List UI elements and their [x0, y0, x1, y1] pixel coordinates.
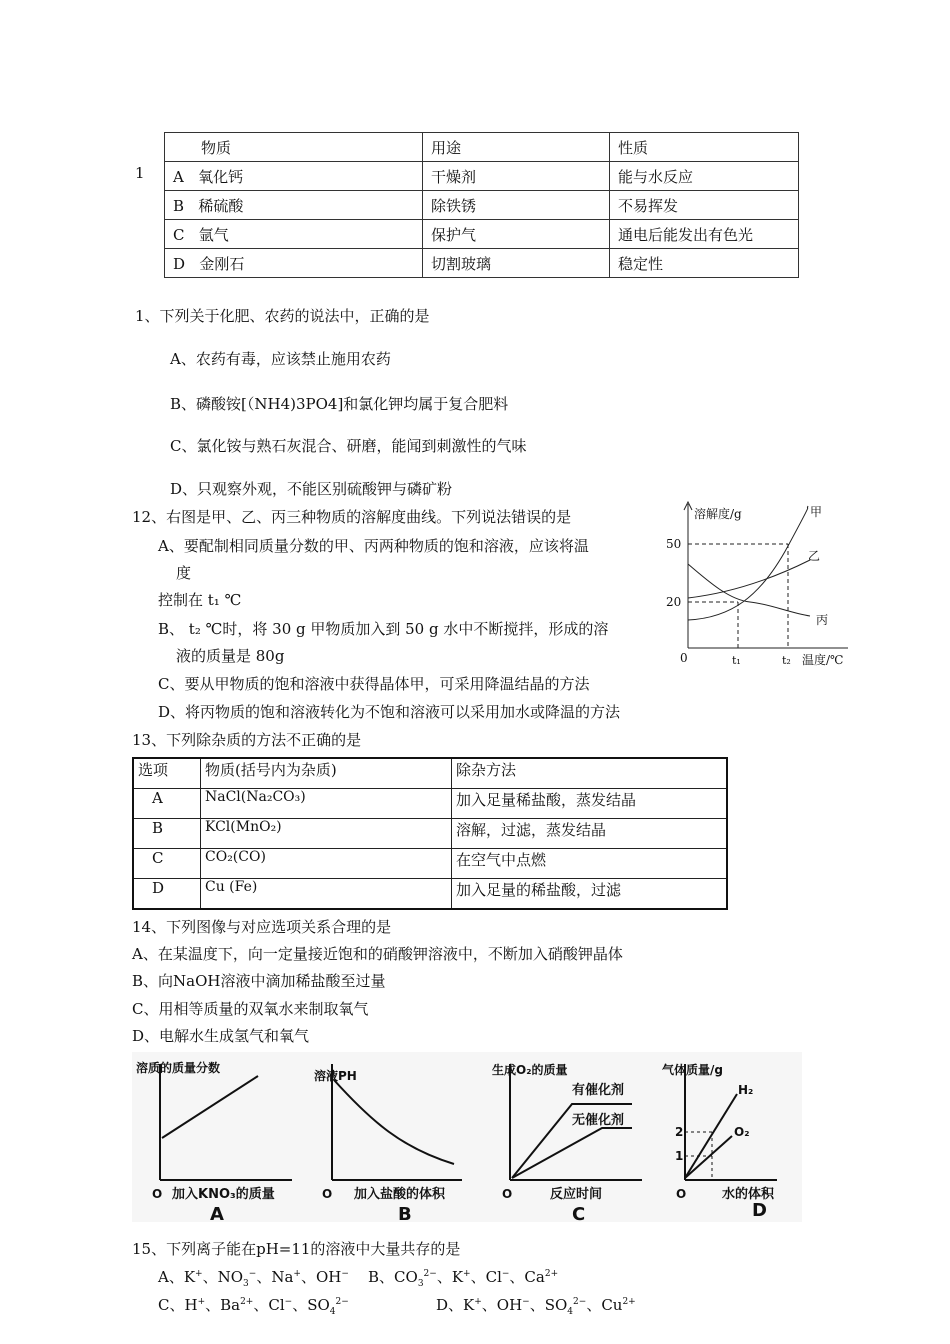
row-substance: 稀硫酸	[198, 196, 244, 215]
q15-option-b: B、$CO_3^{2-}$、K+、Cl−、$Ca^{2+}$	[368, 1268, 559, 1289]
graph-c-xlabel: 反应时间	[550, 1187, 603, 1202]
x-tick-t1: t₁	[732, 654, 741, 667]
y-tick-50: 50	[666, 537, 682, 551]
q15-option-c: C、H+、$Ba^{2+}$、Cl−、$SO_4^{2-}$	[158, 1296, 349, 1317]
q14-option-d: D、电解水生成氢气和氧气	[132, 1027, 310, 1045]
table-header-row	[133, 758, 727, 789]
series-bing-line	[688, 564, 810, 616]
row-use: 除铁锈	[423, 191, 610, 220]
q12-a-line1: A、要配制相同质量分数的甲、丙两种物质的饱和溶液，应该将温	[158, 537, 589, 555]
q1-option-d: D、只观察外观，不能区别硫酸钾与磷矿粉	[170, 480, 453, 498]
q11-table	[164, 132, 799, 278]
row-substance: 氧化钙	[198, 167, 244, 186]
header-substance: 物质(括号内为杂质)	[201, 758, 452, 789]
graph-d-letter: D	[752, 1200, 767, 1221]
q12-b-line2: 液的质量是 80g	[176, 647, 285, 665]
graph-d-xlabel: 水的体积	[722, 1187, 775, 1202]
q14-option-c: C、用相等质量的双氧水来制取氧气	[132, 1000, 369, 1018]
q12-c: C、要从甲物质的饱和溶液中获得晶体甲，可采用降温结晶的方法	[158, 675, 590, 693]
q1-option-a: A、农药有毒，应该禁止施用农药	[170, 350, 391, 368]
legend-jia: 甲	[810, 505, 823, 519]
graph-a-origin: O	[152, 1187, 163, 1201]
row-label: C	[173, 225, 185, 244]
graph-b-ylabel: 溶液PH	[314, 1069, 357, 1083]
origin-label: 0	[680, 651, 688, 665]
table-row	[133, 849, 727, 879]
graph-d-origin: O	[676, 1187, 687, 1201]
row-use: 切割玻璃	[423, 249, 610, 278]
graph-d-h2-label: H₂	[738, 1083, 754, 1097]
graph-a-letter: A	[210, 1204, 224, 1225]
row-substance: 金刚石	[199, 254, 245, 273]
y-axis-label: 溶解度/g	[694, 507, 742, 521]
q12-a-line2: 度	[176, 564, 192, 582]
q1-stem: 1、下列关于化肥、农药的说法中，正确的是	[135, 307, 430, 325]
graph-c-letter: C	[572, 1204, 586, 1225]
table-row	[165, 220, 799, 249]
row-substance: NaCl(Na₂CO₃)	[201, 789, 452, 819]
row-property: 能与水反应	[610, 162, 799, 191]
graph-c-origin: O	[502, 1187, 513, 1201]
row-label: A	[173, 167, 184, 186]
graph-c-curve1: 有催化剂	[572, 1083, 625, 1098]
graph-a-xlabel: 加入KNO₃的质量	[172, 1187, 275, 1202]
table-row	[133, 819, 727, 849]
q12-stem: 12、右图是甲、乙、丙三种物质的溶解度曲线。下列说法错误的是	[132, 508, 572, 526]
legend-bing: 丙	[816, 613, 829, 627]
row-label: D	[173, 254, 186, 273]
row-option: B	[133, 819, 201, 849]
header-property: 性质	[610, 133, 799, 162]
q12-d: D、将丙物质的饱和溶液转化为不饱和溶液可以采用加水或降温的方法	[158, 703, 621, 721]
row-property: 通电后能发出有色光	[610, 220, 799, 249]
series-jia-line	[688, 506, 808, 620]
graph-b-letter: B	[398, 1204, 412, 1225]
graph-b-origin: O	[322, 1187, 333, 1201]
row-method: 加入足量的稀盐酸，过滤	[452, 879, 728, 910]
graph-c-ylabel: 生成O₂的质量	[492, 1063, 568, 1077]
q14-option-b: B、向NaOH溶液中滴加稀盐酸至过量	[132, 972, 386, 990]
q13-table	[132, 757, 728, 910]
table-header-row	[165, 133, 799, 162]
row-substance: 氩气	[198, 225, 229, 244]
header-use: 用途	[423, 133, 610, 162]
header-method: 除杂方法	[452, 758, 728, 789]
row-option: A	[133, 789, 201, 819]
x-tick-t2: t₂	[782, 654, 791, 667]
q1-option-b: B、磷酸铵[（NH4)3PO4]和氯化钾均属于复合肥料	[170, 395, 509, 413]
row-property: 稳定性	[610, 249, 799, 278]
row-use: 干燥剂	[423, 162, 610, 191]
graph-d-tick-1: 1	[675, 1149, 684, 1163]
q1-option-c: C、氯化铵与熟石灰混合、研磨，能闻到刺激性的气味	[170, 437, 527, 455]
legend-yi: 乙	[808, 549, 821, 563]
row-label: B	[173, 196, 185, 215]
graph-d-o2-label: O₂	[734, 1125, 750, 1139]
x-axis-label: 温度/℃	[802, 653, 844, 667]
table-row	[165, 249, 799, 278]
y-tick-20: 20	[666, 595, 682, 609]
row-property: 不易挥发	[610, 191, 799, 220]
row-substance: Cu (Fe)	[201, 879, 452, 910]
row-method: 溶解，过滤，蒸发结晶	[452, 819, 728, 849]
table-row	[165, 162, 799, 191]
q15-option-a: A、K+、$NO_3^-$、Na+、OH−	[158, 1268, 349, 1289]
q12-a-line3: 控制在 t₁ ℃	[158, 591, 242, 609]
solubility-chart	[666, 498, 860, 668]
row-method: 加入足量稀盐酸，蒸发结晶	[452, 789, 728, 819]
q15-stem: 15、下列离子能在pH=11的溶液中大量共存的是	[132, 1240, 461, 1258]
header-substance: 物质	[165, 133, 423, 162]
row-substance: KCl(MnO₂)	[201, 819, 452, 849]
q14-option-a: A、在某温度下，向一定量接近饱和的硝酸钾溶液中，不断加入硝酸钾晶体	[132, 945, 623, 963]
row-option: C	[133, 849, 201, 879]
table-row	[133, 879, 727, 910]
graph-d-tick-2: 2	[675, 1125, 684, 1139]
graph-a-ylabel: 溶质的质量分数	[136, 1061, 221, 1075]
table-row	[133, 789, 727, 819]
graph-b-xlabel: 加入盐酸的体积	[354, 1187, 446, 1202]
row-method: 在空气中点燃	[452, 849, 728, 879]
q15-option-d: D、K+、OH−、$SO_4^{2-}$、$Cu^{2+}$	[436, 1296, 636, 1317]
table-row	[165, 191, 799, 220]
q13-stem: 13、下列除杂质的方法不正确的是	[132, 731, 362, 749]
header-option: 选项	[133, 758, 201, 789]
graph-d-ylabel: 气体质量/g	[662, 1063, 723, 1077]
q12-b-line1: B、 t₂ ℃时，将 30 g 甲物质加入到 50 g 水中不断搅拌，形成的溶	[158, 620, 609, 638]
q14-stem: 14、下列图像与对应选项关系合理的是	[132, 918, 392, 936]
side-number: 1	[135, 164, 145, 182]
row-option: D	[133, 879, 201, 910]
q14-graphs	[132, 1052, 802, 1225]
row-substance: CO₂(CO)	[201, 849, 452, 879]
row-use: 保护气	[423, 220, 610, 249]
graph-c-curve2: 无催化剂	[572, 1113, 625, 1128]
